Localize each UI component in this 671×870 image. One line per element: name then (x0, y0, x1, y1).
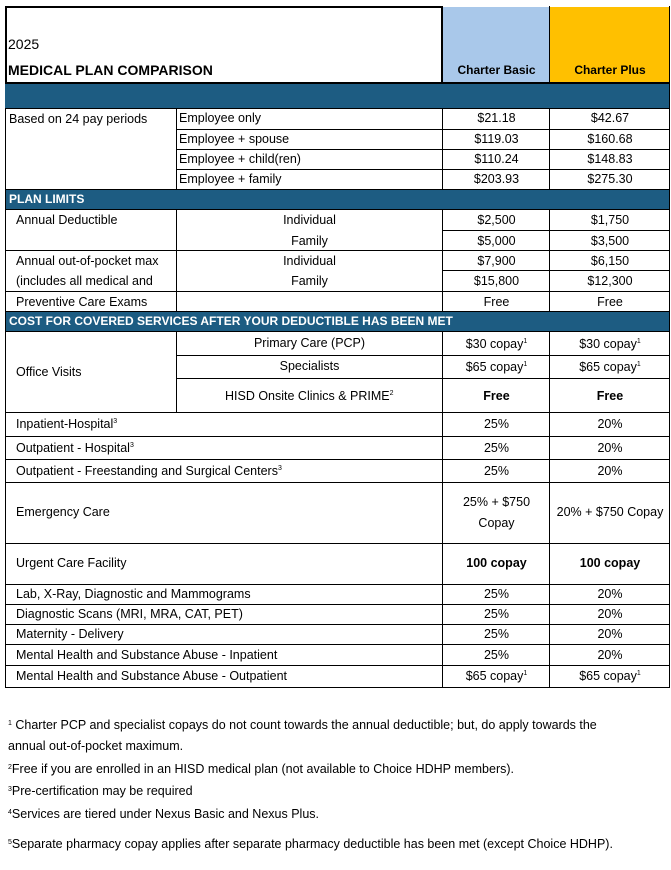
grid-line (5, 291, 670, 292)
premiums-label: Based on 24 pay periods (9, 112, 148, 126)
grid-line (5, 543, 670, 544)
grid-line (176, 355, 670, 356)
header-left-border (5, 6, 7, 84)
footnote-4: $^4$Services are tiered under Nexus Basic and Nexus Plus. (8, 807, 319, 821)
grid-line (176, 149, 670, 150)
premium-tier: Employee only (179, 111, 261, 125)
premium-plus: $275.30 (587, 172, 633, 186)
limit-basic: $7,900 (477, 254, 516, 268)
service-row-name: Diagnostic Scans (MRI, MRA, CAT, PET) (16, 607, 243, 621)
grid-line (5, 189, 670, 190)
service-row-basic: 25% (483, 441, 510, 455)
urgent-plus: 100 copay (579, 556, 641, 570)
service-row-plus: 20% (597, 441, 623, 455)
office-row-name: HISD Onsite Clinics & PRIME$^2$ (225, 389, 394, 403)
grid-line (5, 209, 670, 210)
limit-level: Family (291, 234, 328, 248)
preventive-label: Preventive Care Exams (16, 295, 148, 309)
emergency-basic-line2: Copay (478, 516, 515, 530)
grid-line (5, 665, 670, 666)
limit-plus: $1,750 (590, 213, 630, 227)
grid-line (5, 687, 670, 688)
limit-plus: $3,500 (590, 234, 630, 248)
emergency-label: Emergency Care (16, 505, 110, 519)
header-top-border (5, 6, 443, 8)
blank-band (5, 84, 670, 108)
service-row-plus: 20% (597, 587, 623, 601)
office-visits-label: Office Visits (16, 365, 82, 379)
preventive-basic: Free (483, 295, 510, 309)
footnote-2: $^2$Free if you are enrolled in an HISD medical plan (not available to Choice HDHP members). (8, 762, 514, 776)
service-row-basic: 25% (483, 587, 510, 601)
plan-header-basic: Charter Basic (457, 63, 536, 77)
limit-basic: $5,000 (477, 234, 516, 248)
office-row-plus: $30 copay$^1$ (579, 337, 641, 351)
service-row-name: Mental Health and Substance Abuse - Outpatient (16, 669, 288, 683)
office-row-basic: Free (483, 389, 510, 403)
office-row-plus: $65 copay$^1$ (579, 360, 641, 374)
service-row-basic: $65 copay$^1$ (465, 669, 528, 683)
service-row-name: Inpatient-Hospital$^3$ (16, 417, 118, 431)
grid-line (5, 331, 670, 332)
oop-label-line1: Annual out-of-pocket max (16, 254, 159, 268)
service-row-name: Mental Health and Substance Abuse - Inpatient (16, 648, 278, 662)
service-row-plus: 20% (597, 417, 623, 431)
premium-basic: $203.93 (473, 172, 520, 186)
grid-line (5, 311, 670, 312)
grid-line (5, 108, 670, 109)
deductible-label: Annual Deductible (16, 213, 118, 227)
urgent-basic: 100 copay (466, 556, 527, 570)
grid-line (443, 270, 670, 271)
premium-basic: $110.24 (474, 152, 519, 166)
service-row-plus: $65 copay$^1$ (579, 669, 641, 683)
service-row-basic: 25% (483, 627, 510, 641)
premium-basic: $119.03 (474, 132, 519, 146)
grid-line (5, 412, 670, 413)
plan-limits-band (5, 190, 670, 209)
service-row-basic: 25% (483, 648, 510, 662)
service-row-name: Outpatient - Freestanding and Surgical Centers$^3$ (16, 464, 282, 478)
grid-line (176, 108, 177, 190)
grid-line (443, 230, 670, 231)
grid-line (176, 378, 670, 379)
grid-line (5, 604, 670, 605)
premium-plus: $42.67 (590, 111, 630, 125)
emergency-basic-line1: 25% + $750 (462, 495, 531, 509)
urgent-label: Urgent Care Facility (16, 556, 127, 570)
grid-line (549, 6, 550, 84)
premium-plus: $148.83 (587, 152, 633, 166)
footnote-1: $^1$ Charter PCP and specialist copays do not count towards the annual deductible; but, do apply towards the (8, 718, 597, 732)
limit-basic: $2,500 (477, 213, 516, 227)
footnote-5: $^5$Separate pharmacy copay applies after separate pharmacy deductible has been met (except Choice HDHP). (8, 837, 613, 851)
service-row-name: Maternity - Delivery (16, 627, 124, 641)
limit-plus: $6,150 (590, 254, 630, 268)
grid-line (5, 624, 670, 625)
limit-basic: $15,800 (473, 274, 520, 288)
plan-limits-heading: PLAN LIMITS (9, 192, 85, 206)
premium-basic: $21.18 (477, 111, 516, 125)
grid-line (176, 169, 670, 170)
service-row-plus: 20% (597, 464, 623, 478)
grid-line (5, 459, 670, 460)
service-row-plus: 20% (597, 627, 623, 641)
service-row-basic: 25% (483, 464, 510, 478)
service-row-name: Outpatient - Hospital$^3$ (16, 441, 134, 455)
oop-label-line2: (includes all medical and (16, 274, 153, 288)
document-title: MEDICAL PLAN COMPARISON (8, 62, 213, 78)
grid-line (5, 584, 670, 585)
premium-plus: $160.68 (587, 132, 633, 146)
emergency-plus: 20% + $750 Copay (556, 505, 664, 519)
footnote-3: $^3$Pre-certification may be required (8, 784, 193, 798)
service-row-basic: 25% (483, 607, 510, 621)
grid-line (5, 108, 6, 688)
header-right-border (441, 6, 443, 84)
limit-level: Individual (283, 213, 336, 227)
preventive-plus: Free (597, 295, 623, 309)
office-row-plus: Free (596, 389, 624, 403)
premium-tier: Employee + family (179, 172, 282, 186)
premium-tier: Employee + spouse (179, 132, 290, 146)
document-year: 2025 (8, 36, 40, 52)
premium-tier: Employee + child(ren) (179, 152, 301, 166)
grid-line (5, 482, 670, 483)
office-row-name: Specialists (279, 359, 340, 373)
limit-level: Individual (283, 254, 336, 268)
grid-line (5, 644, 670, 645)
plan-header-plus: Charter Plus (574, 63, 646, 77)
limit-plus: $12,300 (587, 274, 633, 288)
footnote-1-continued: annual out-of-pocket maximum. (8, 739, 184, 753)
office-row-basic: $65 copay$^1$ (465, 360, 528, 374)
services-heading: COST FOR COVERED SERVICES AFTER YOUR DEDUCTIBLE HAS BEEN MET (9, 314, 453, 328)
office-row-name: Primary Care (PCP) (253, 336, 366, 350)
service-row-plus: 20% (597, 648, 623, 662)
grid-line (5, 250, 670, 251)
office-row-basic: $30 copay$^1$ (465, 337, 528, 351)
service-row-name: Lab, X-Ray, Diagnostic and Mammograms (16, 587, 251, 601)
grid-line (5, 436, 670, 437)
limit-level: Family (291, 274, 328, 288)
service-row-basic: 25% (483, 417, 510, 431)
grid-line (176, 129, 670, 130)
service-row-plus: 20% (597, 607, 623, 621)
